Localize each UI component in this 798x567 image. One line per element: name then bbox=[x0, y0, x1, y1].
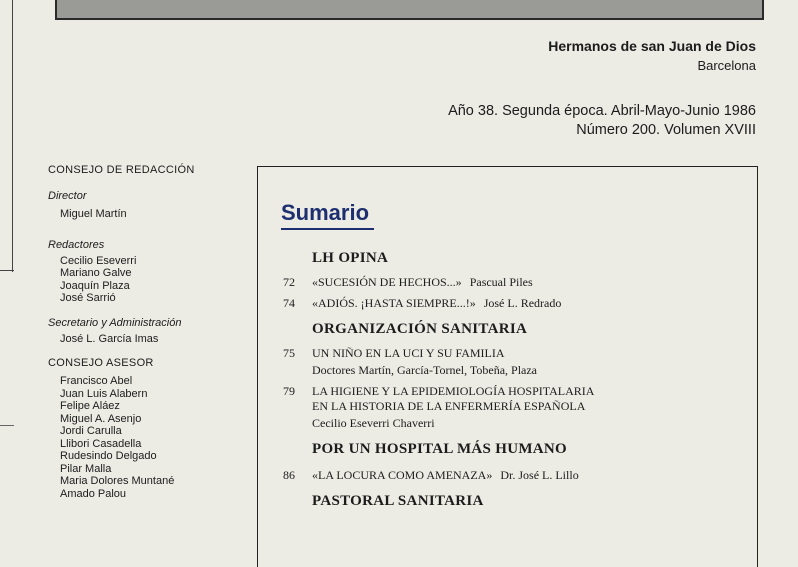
toc-item[interactable] bbox=[283, 468, 743, 483]
editor-name: Mariano Galve bbox=[60, 267, 132, 279]
toc-author: José L. Redrado bbox=[483, 296, 562, 310]
issue-number: Número 200. Volumen XVIII bbox=[576, 122, 756, 138]
page-number: 86 bbox=[283, 468, 295, 482]
toc-author: Cecilio Eseverri Chaverri bbox=[312, 416, 435, 430]
toc-title: «ADIÓS. ¡HASTA SIEMPRE...!» bbox=[312, 296, 476, 310]
summary-underline bbox=[281, 228, 374, 230]
toc-author: Doctores Martín, García-Tornel, Tobeña, Plaza bbox=[312, 363, 538, 377]
section-heading: LH OPINA bbox=[312, 250, 389, 266]
toc-title-cont: EN LA HISTORIA DE LA ENFERMERÍA ESPAÑOLA bbox=[312, 399, 586, 413]
toc-title: «LA LOCURA COMO AMENAZA» bbox=[312, 468, 493, 482]
page-number: 72 bbox=[283, 275, 295, 289]
toc-title: LA HIGIENE Y LA EPIDEMIOLOGÍA HOSPITALARIA bbox=[312, 384, 595, 398]
toc-author: Pascual Piles bbox=[469, 275, 533, 289]
editor-name: Joaquín Plaza bbox=[60, 279, 130, 292]
board-heading: CONSEJO DE REDACCIÓN bbox=[48, 164, 195, 176]
table-of-contents bbox=[283, 250, 743, 510]
page-number: 74 bbox=[283, 296, 295, 310]
advisory-heading: CONSEJO ASESOR bbox=[48, 357, 154, 369]
advisor-name: Jordi Carulla bbox=[60, 425, 122, 437]
advisor-name: Felipe Aláez bbox=[60, 400, 120, 412]
toc-item[interactable] bbox=[283, 296, 743, 311]
toc-author: Dr. José L. Lillo bbox=[500, 468, 579, 482]
editor-name: Cecilio Eseverri bbox=[60, 254, 137, 267]
toc-item[interactable] bbox=[283, 384, 743, 431]
editorial-board bbox=[48, 164, 248, 512]
header-image-frame bbox=[55, 0, 764, 20]
page-number: 75 bbox=[283, 346, 295, 360]
issue-date: Año 38. Segunda época. Abril-Mayo-Junio 1986 bbox=[448, 103, 756, 119]
section-heading: POR UN HOSPITAL MÁS HUMANO bbox=[312, 441, 568, 457]
toc-title: UN NIÑO EN LA UCI Y SU FAMILIA bbox=[312, 346, 505, 360]
section-heading: ORGANIZACIÓN SANITARIA bbox=[312, 321, 528, 337]
toc-item[interactable] bbox=[283, 346, 743, 378]
advisor-name: Amado Palou bbox=[60, 487, 127, 500]
page-edge-tick bbox=[0, 425, 14, 426]
city: Barcelona bbox=[697, 58, 756, 73]
advisor-name: Rudesindo Delgado bbox=[60, 450, 157, 462]
advisor-name: Miguel A. Asenjo bbox=[60, 412, 142, 425]
director-name: Miguel Martín bbox=[60, 208, 127, 220]
summary-title: Sumario bbox=[281, 200, 370, 225]
editors-role: Redactores bbox=[48, 238, 105, 251]
publisher: Hermanos de san Juan de Dios bbox=[548, 38, 756, 54]
advisor-name: Maria Dolores Muntané bbox=[60, 475, 175, 487]
secretary-role: Secretario y Administración bbox=[48, 316, 182, 329]
advisor-name: Juan Luis Alabern bbox=[60, 387, 148, 400]
page-number: 79 bbox=[283, 384, 295, 398]
page-edge-line bbox=[12, 0, 13, 272]
toc-title: «SUCESIÓN DE HECHOS...» bbox=[312, 275, 462, 289]
editor-name: José Sarrió bbox=[60, 292, 116, 304]
toc-item[interactable] bbox=[283, 275, 743, 290]
advisor-name: Llibori Casadella bbox=[60, 437, 142, 450]
page-edge-tick bbox=[0, 270, 14, 271]
director-role: Director bbox=[48, 190, 87, 202]
advisor-name: Pilar Malla bbox=[60, 462, 112, 475]
secretary-name: José L. García Imas bbox=[60, 332, 159, 345]
section-heading: PASTORAL SANITARIA bbox=[312, 493, 484, 509]
advisor-name: Francisco Abel bbox=[60, 375, 133, 387]
